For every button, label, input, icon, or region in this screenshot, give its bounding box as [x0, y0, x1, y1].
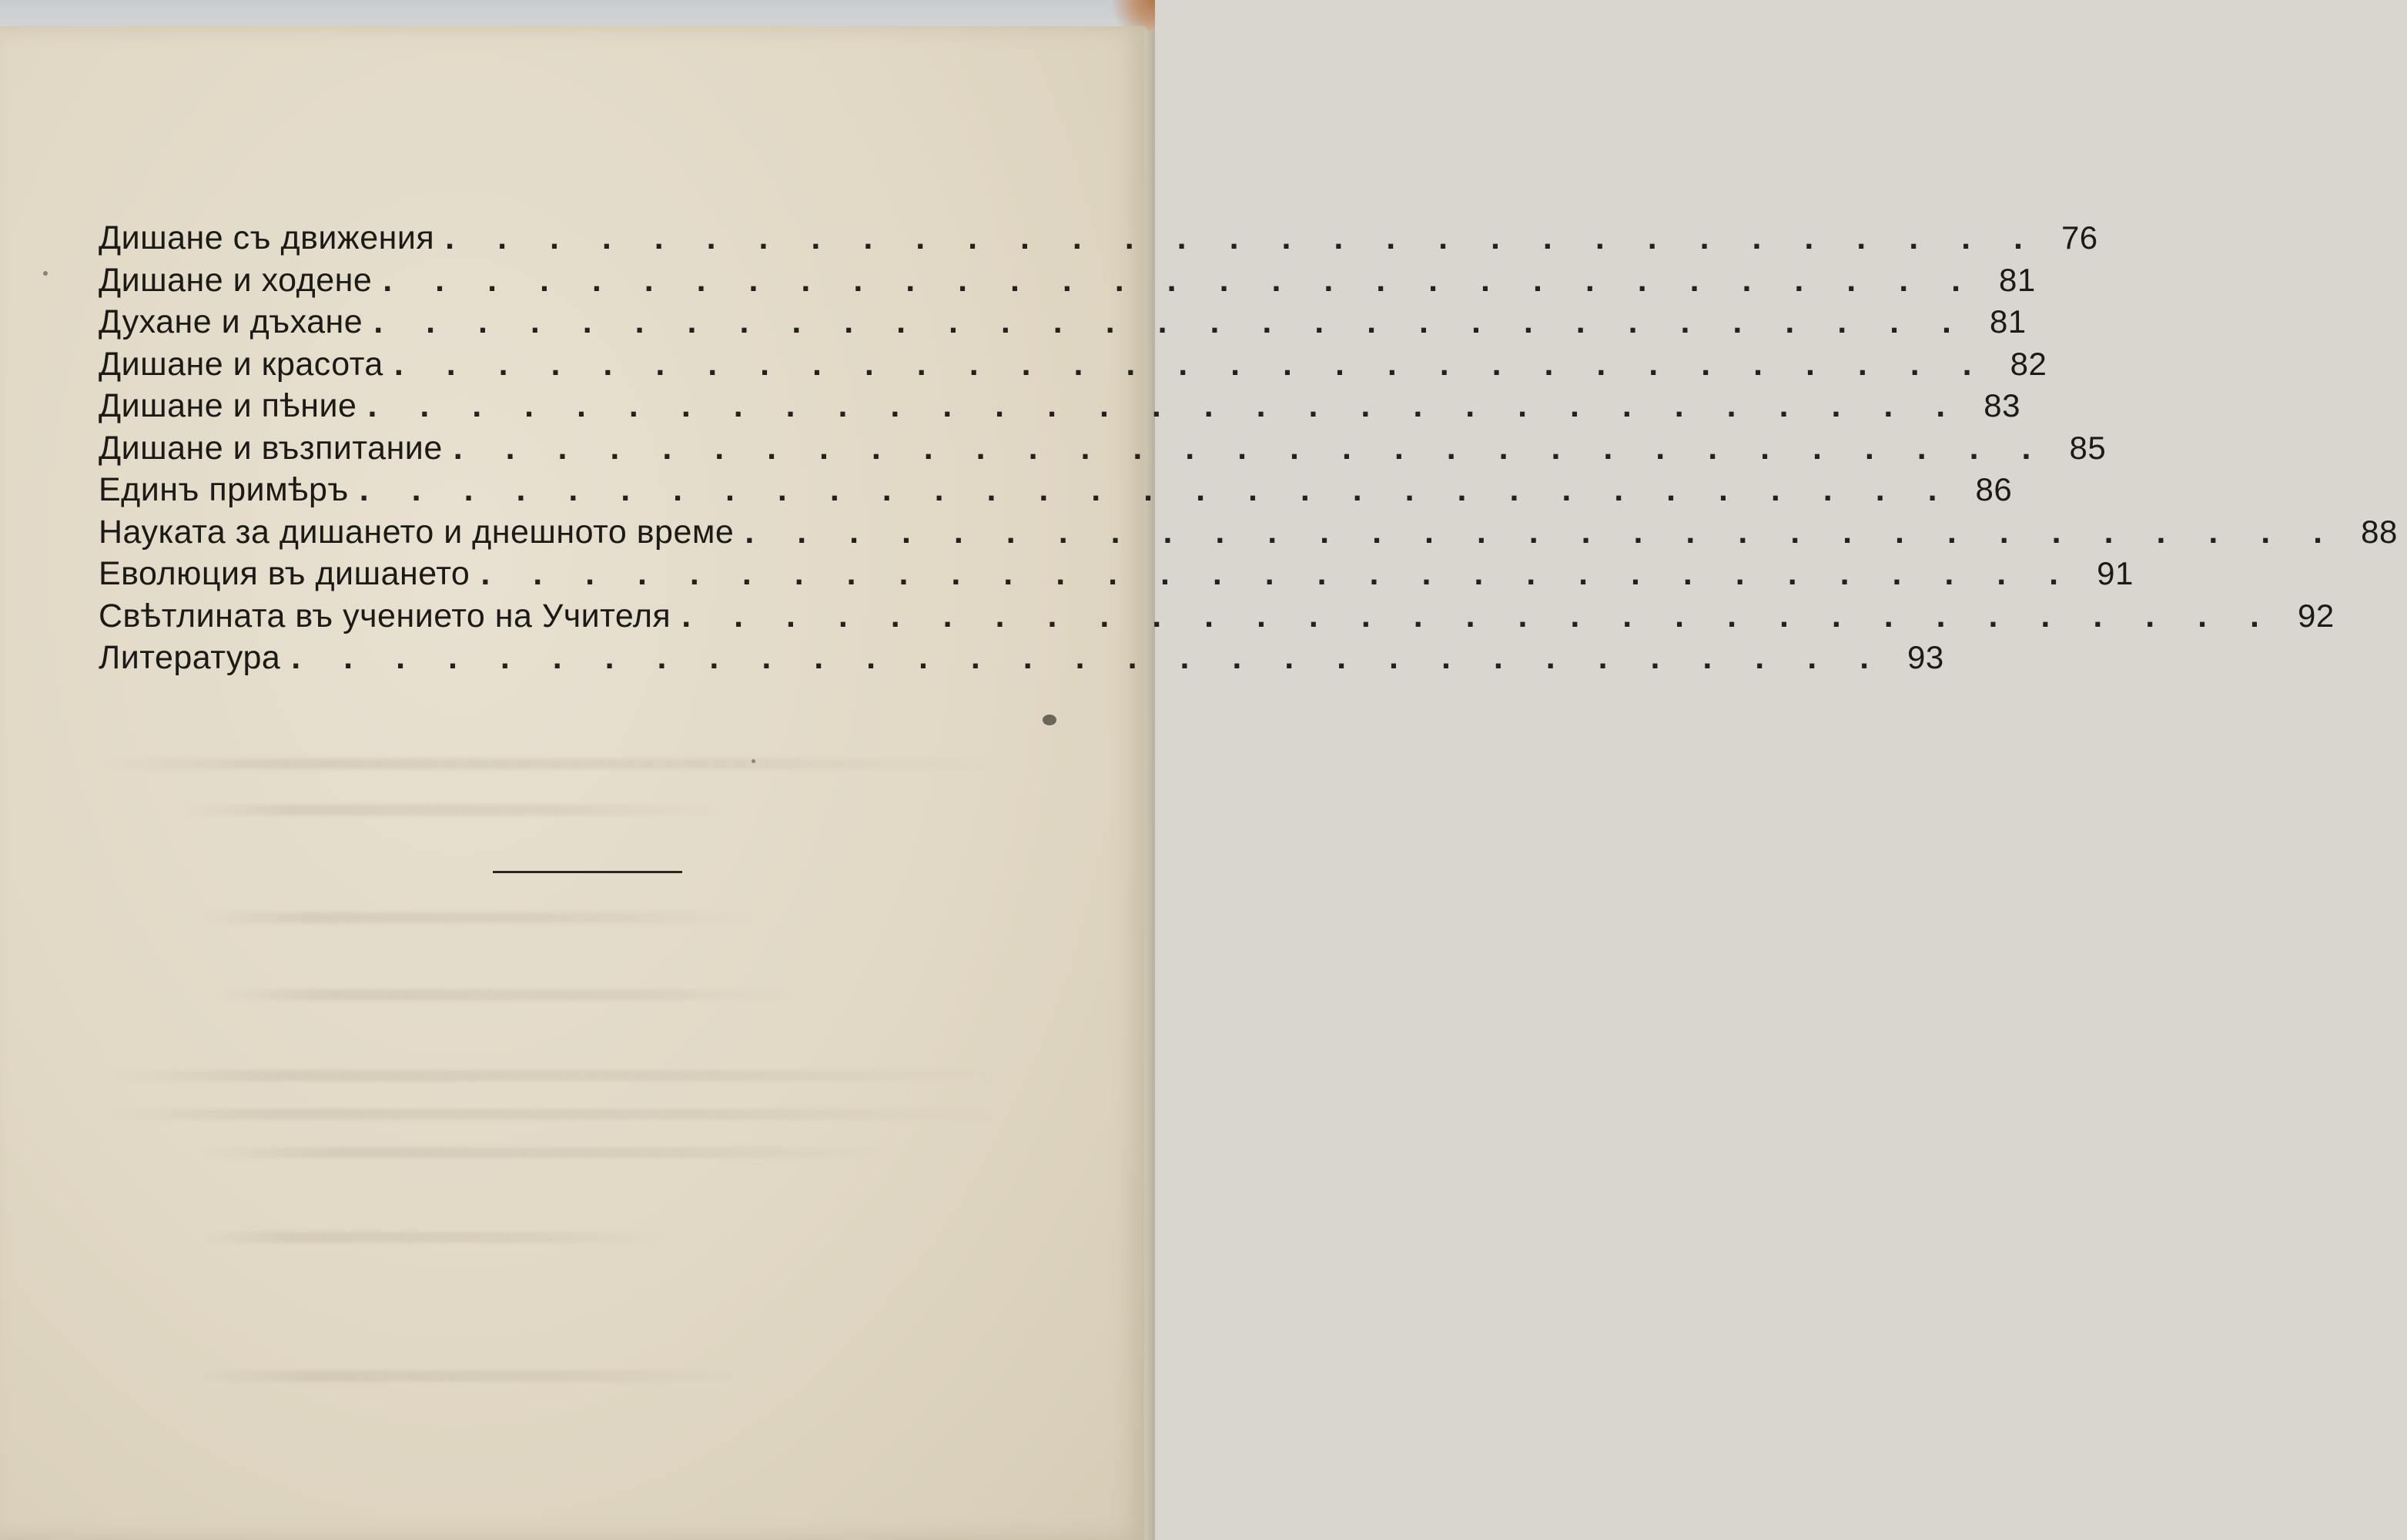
toc-entry-title: Свѣтлината въ учението на Учителя	[99, 597, 671, 634]
show-through-text	[100, 758, 1009, 769]
separator-rule	[493, 871, 682, 873]
show-through-text	[200, 1371, 739, 1381]
toc-entry	[99, 219, 2098, 262]
ink-spot	[1043, 715, 1056, 725]
toc-entry-title: Дишане и красота	[99, 345, 383, 383]
toc-dot-leader: . . . . . . . . . . . . . . . . . . . . . . . . . . . . . . .	[367, 387, 1963, 424]
toc-dot-leader: . . . . . . . . . . . . . . . . . . . . . . . . . . . . . . .	[373, 303, 1968, 340]
toc-entry	[99, 261, 2036, 304]
toc-dot-leader: . . . . . . . . . . . . . . . . . . . . . . . . . . . . . . .	[681, 597, 2276, 634]
toc-page-number: 93	[1907, 639, 1944, 675]
toc-dot-leader: . . . . . . . . . . . . . . . . . . . . . . . . . . . . . . .	[291, 639, 1886, 676]
toc-entry	[99, 429, 2107, 472]
toc-dot-leader: . . . . . . . . . . . . . . . . . . . . . . . . . . . . . . .	[745, 513, 2340, 551]
toc-page-number: 76	[2061, 219, 2098, 256]
toc-entry-title: Еволюция въ дишането	[99, 555, 470, 592]
toc-dot-leader: . . . . . . . . . . . . . . . . . . . . . . . . . . . . . . .	[383, 261, 1978, 299]
show-through-text	[200, 1147, 893, 1158]
toc-page-number: 85	[2069, 429, 2107, 466]
toc-entry-title: Единъ примѣръ	[99, 471, 349, 508]
toc-dot-leader: . . . . . . . . . . . . . . . . . . . . . . . . . . . . . . .	[453, 429, 2048, 467]
toc-entry-title: Дишане и пѣние	[99, 387, 357, 424]
table-of-contents	[99, 219, 2398, 681]
show-through-text	[216, 989, 801, 1000]
toc-entry-title: Дишане и възпитание	[99, 429, 443, 467]
toc-entry	[99, 513, 2398, 556]
toc-page-number: 91	[2097, 555, 2134, 591]
toc-entry	[99, 387, 2020, 430]
toc-entry	[99, 345, 2047, 388]
page-edge	[1144, 31, 1155, 1540]
toc-page-number: 92	[2297, 597, 2335, 634]
toc-entry-title: Дишане съ движения	[99, 219, 435, 256]
show-through-text	[200, 912, 755, 923]
toc-entry-title: Литература	[99, 639, 281, 676]
show-through-text	[108, 1070, 993, 1081]
toc-entry	[99, 555, 2134, 598]
toc-dot-leader: . . . . . . . . . . . . . . . . . . . . . . . . . . . . . . .	[393, 345, 1989, 383]
toc-dot-leader: . . . . . . . . . . . . . . . . . . . . . . . . . . . . . . .	[480, 555, 2076, 592]
toc-page-number: 81	[1999, 261, 2036, 298]
toc-entry	[99, 639, 1944, 681]
toc-dot-leader: . . . . . . . . . . . . . . . . . . . . . . . . . . . . . . .	[359, 471, 1954, 508]
toc-dot-leader: . . . . . . . . . . . . . . . . . . . . . . . . . . . . . . .	[445, 219, 2040, 256]
toc-entry-title: Науката за дишането и днешното време	[99, 513, 735, 551]
toc-page-number: 86	[1975, 471, 2013, 507]
show-through-text	[185, 805, 724, 815]
show-through-text	[108, 1109, 993, 1120]
toc-entry-title: Дишане и ходене	[99, 261, 373, 299]
toc-entry	[99, 471, 2013, 514]
toc-entry	[99, 597, 2335, 640]
toc-entry-title: Духане и дъхане	[99, 303, 363, 340]
toc-page-number: 81	[1989, 303, 2027, 340]
paper-speck	[43, 271, 48, 276]
toc-page-number: 83	[1984, 387, 2020, 424]
toc-page-number: 82	[2010, 345, 2047, 382]
toc-page-number: 88	[2361, 513, 2398, 550]
show-through-text	[200, 1232, 662, 1243]
paper-speck	[752, 759, 755, 763]
toc-entry	[99, 303, 2027, 346]
